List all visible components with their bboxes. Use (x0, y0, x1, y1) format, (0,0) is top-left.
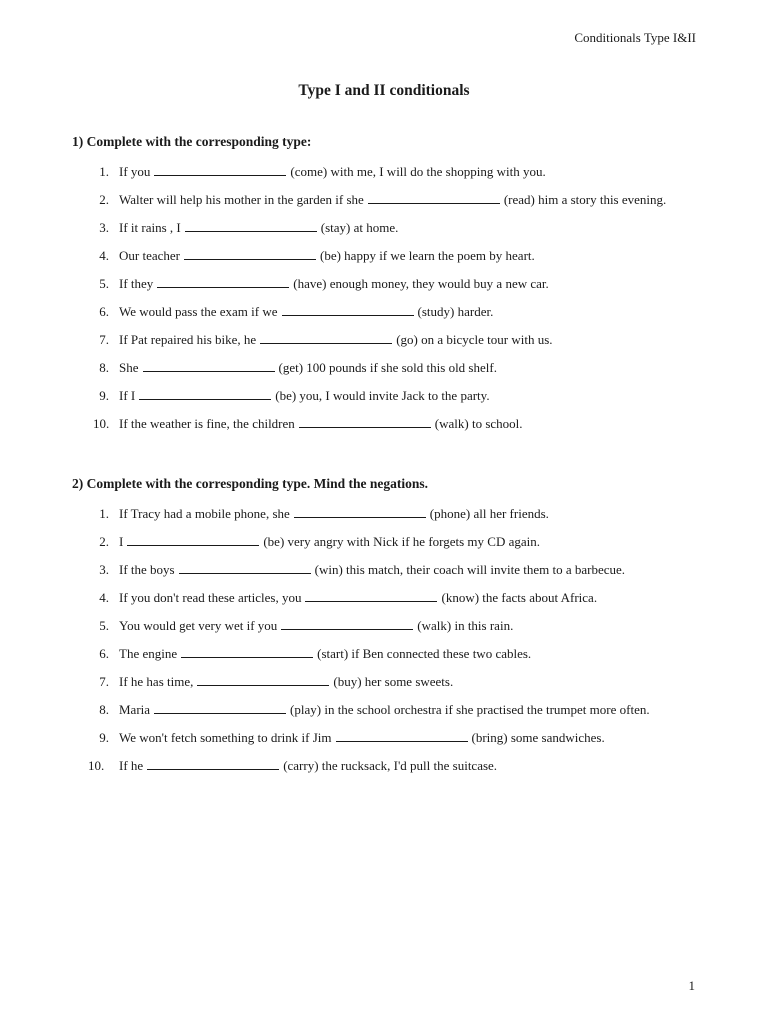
sentence-end: (carry) the rucksack, I'd pull the suitcase. (283, 758, 498, 773)
answer-blank[interactable] (197, 672, 329, 686)
sentence-start: If the boys (119, 562, 175, 577)
page-number: 1 (688, 978, 695, 993)
sentence-end: (be) you, I would invite Jack to the party. (275, 388, 490, 403)
running-header: Conditionals Type I&II (574, 30, 696, 45)
sentence-start: If they (119, 276, 154, 291)
item-number: 3. (99, 562, 109, 577)
sentence-end: (win) this match, their coach will invite them to a barbecue. (314, 562, 626, 577)
sentence-start: If the weather is fine, the children (119, 416, 295, 431)
sentence-start: If he has time, (119, 674, 194, 689)
sentence-start: Maria (119, 702, 151, 717)
sentence-end: (start) if Ben connected these two cables. (317, 646, 532, 661)
sentence-end: (come) with me, I will do the shopping with you. (290, 164, 546, 179)
exercise-item (93, 532, 695, 551)
exercise-item (93, 616, 695, 635)
exercise-item (93, 330, 695, 349)
exercise-item (93, 218, 695, 237)
answer-blank[interactable] (179, 560, 311, 574)
sentence-end: (play) in the school orchestra if she practised the trumpet more often. (290, 702, 650, 717)
answer-blank[interactable] (336, 728, 468, 742)
answer-blank[interactable] (184, 246, 316, 260)
item-number: 4. (99, 590, 109, 605)
exercise-item (88, 756, 695, 775)
sentence-start: If it rains , I (119, 220, 181, 235)
answer-blank[interactable] (281, 616, 413, 630)
section-2-exercise-list (88, 504, 695, 784)
section-1-heading: 1) Complete with the corresponding type: (72, 134, 312, 149)
item-number: 6. (99, 304, 109, 319)
sentence-end: (go) on a bicycle tour with us. (396, 332, 553, 347)
answer-blank[interactable] (157, 274, 289, 288)
item-number: 1. (99, 506, 109, 521)
item-number: 10. (93, 416, 110, 431)
item-number: 8. (99, 702, 109, 717)
answer-blank[interactable] (143, 358, 275, 372)
sentence-start: We would pass the exam if we (119, 304, 278, 319)
section-2-heading: 2) Complete with the corresponding type. Mind the negations. (72, 476, 428, 491)
sentence-end: (read) him a story this evening. (503, 192, 667, 207)
exercise-item (93, 386, 695, 405)
item-number: 8. (99, 360, 109, 375)
answer-blank[interactable] (139, 386, 271, 400)
sentence-start: The engine (119, 646, 178, 661)
item-number: 6. (99, 646, 109, 661)
exercise-item (93, 162, 695, 181)
item-number: 2. (99, 534, 109, 549)
sentence-end: (get) 100 pounds if she sold this old shelf. (278, 360, 497, 375)
sentence-start: If I (119, 388, 136, 403)
exercise-item (93, 358, 695, 377)
answer-blank[interactable] (147, 756, 279, 770)
page-title: Type I and II conditionals (298, 82, 470, 99)
answer-blank[interactable] (282, 302, 414, 316)
exercise-item (93, 246, 695, 265)
sentence-start: We won't fetch something to drink if Jim (119, 730, 332, 745)
sentence-end: (be) happy if we learn the poem by heart. (320, 248, 535, 263)
sentence-start: If he (119, 758, 144, 773)
sentence-end: (phone) all her friends. (429, 506, 549, 521)
sentence-end: (have) enough money, they would buy a new car. (293, 276, 549, 291)
sentence-end: (study) harder. (417, 304, 494, 319)
exercise-item (93, 644, 695, 663)
answer-blank[interactable] (260, 330, 392, 344)
sentence-end: (walk) to school. (434, 416, 523, 431)
sentence-start: If you (119, 164, 151, 179)
sentence-start: I (119, 534, 124, 549)
item-number: 9. (99, 730, 109, 745)
answer-blank[interactable] (154, 700, 286, 714)
exercise-item (93, 728, 695, 747)
exercise-item (93, 302, 695, 321)
sentence-start: Walter will help his mother in the garden if she (119, 192, 364, 207)
item-number: 1. (99, 164, 109, 179)
sentence-end: (stay) at home. (320, 220, 399, 235)
sentence-start: She (119, 360, 139, 375)
exercise-item (93, 414, 695, 433)
answer-blank[interactable] (368, 190, 500, 204)
sentence-start: Our teacher (119, 248, 180, 263)
item-number: 7. (99, 674, 109, 689)
answer-blank[interactable] (154, 162, 286, 176)
exercise-item (93, 274, 695, 293)
sentence-start: If Pat repaired his bike, he (119, 332, 257, 347)
item-number: 5. (99, 618, 109, 633)
item-number: 3. (99, 220, 109, 235)
sentence-end: (bring) some sandwiches. (471, 730, 605, 745)
sentence-end: (walk) in this rain. (417, 618, 514, 633)
sentence-start: If you don't read these articles, you (119, 590, 302, 605)
sentence-end: (be) very angry with Nick if he forgets my CD again. (263, 534, 540, 549)
answer-blank[interactable] (127, 532, 259, 546)
section-1-exercise-list (93, 162, 695, 442)
item-number: 2. (99, 192, 109, 207)
answer-blank[interactable] (305, 588, 437, 602)
exercise-item (93, 190, 695, 209)
answer-blank[interactable] (299, 414, 431, 428)
sentence-end: (buy) her some sweets. (333, 674, 454, 689)
sentence-start: If Tracy had a mobile phone, she (119, 506, 290, 521)
item-number: 4. (99, 248, 109, 263)
item-number: 9. (99, 388, 109, 403)
exercise-item (93, 672, 695, 691)
sentence-start: You would get very wet if you (119, 618, 278, 633)
item-number: 7. (99, 332, 109, 347)
item-number: 10. (88, 758, 105, 773)
exercise-item (93, 504, 695, 523)
answer-blank[interactable] (294, 504, 426, 518)
exercise-item (93, 700, 695, 719)
exercise-item (93, 560, 695, 579)
sentence-end: (know) the facts about Africa. (441, 590, 598, 605)
answer-blank[interactable] (185, 218, 317, 232)
exercise-item (93, 588, 695, 607)
item-number: 5. (99, 276, 109, 291)
answer-blank[interactable] (181, 644, 313, 658)
